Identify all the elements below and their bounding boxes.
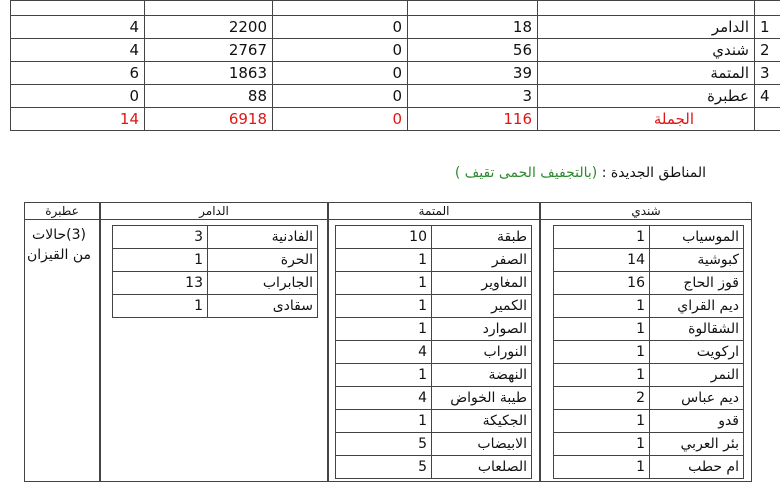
panel-title: شندي (541, 203, 751, 220)
list-item: 1 النهضة (336, 364, 532, 387)
cell-idx: 3 (755, 62, 780, 85)
list-item: 1 الصوارد (336, 318, 532, 341)
list-item: 1 ام حطب (554, 456, 744, 479)
cell-idx: 4 (755, 85, 780, 108)
list-item: 1 الصفر (336, 249, 532, 272)
total-c: 6918 (145, 108, 273, 131)
new-areas-label: المناطق الجديدة : (602, 165, 706, 181)
list-item: 1 سقادى (113, 295, 318, 318)
list-item: 5 الابيضاب (336, 433, 532, 456)
cell-b: 0 (273, 62, 408, 85)
list-item: 1 الحرة (113, 249, 318, 272)
list-item: 1 النمر (554, 364, 744, 387)
cell-c: 2767 (145, 39, 273, 62)
shendi-table (553, 225, 744, 479)
cell-idx: 1 (755, 16, 780, 39)
list-item: 1 الشقالوة (554, 318, 744, 341)
list-item: 16 قوز الحاج (554, 272, 744, 295)
summary-table (10, 0, 780, 131)
list-item: 2 ديم عباس (554, 387, 744, 410)
list-item: 4 النوراب (336, 341, 532, 364)
cell-name: عطبرة (538, 85, 755, 108)
cell-b: 0 (273, 85, 408, 108)
cell-c: 88 (145, 85, 273, 108)
total-d: 14 (11, 108, 145, 131)
atbara-cases-text: (3)حالات من القيزان (24, 225, 94, 265)
cell-name: شندي (538, 39, 755, 62)
panel-title: المتمة (329, 203, 539, 220)
panel-title: الدامر (101, 203, 327, 220)
total-label: الجملة (538, 108, 755, 131)
new-areas-heading (455, 165, 706, 181)
cell-a: 56 (408, 39, 538, 62)
list-item: 4 طيبة الخواض (336, 387, 532, 410)
cell-a: 18 (408, 16, 538, 39)
list-item: 1 المغاوير (336, 272, 532, 295)
table-row (11, 62, 780, 85)
list-item: 1 قدو (554, 410, 744, 433)
cell-c: 1863 (145, 62, 273, 85)
list-item: 1 بئر العربي (554, 433, 744, 456)
list-item: 1 الجكيكة (336, 410, 532, 433)
table-row (11, 16, 780, 39)
table-row (11, 85, 780, 108)
matama-table (335, 225, 532, 479)
list-item: 14 كبوشية (554, 249, 744, 272)
total-row (11, 108, 780, 131)
cell-b: 0 (273, 39, 408, 62)
cell-c: 2200 (145, 16, 273, 39)
summary-header-row (11, 1, 780, 16)
cell-idx: 2 (755, 39, 780, 62)
list-item: 1 الكمير (336, 295, 532, 318)
list-item: 5 الصلعاب (336, 456, 532, 479)
cell-name: المتمة (538, 62, 755, 85)
table-row (11, 39, 780, 62)
total-b: 0 (273, 108, 408, 131)
cell-a: 39 (408, 62, 538, 85)
list-item: 3 الفادنية (113, 226, 318, 249)
cell-d: 0 (11, 85, 145, 108)
total-a: 116 (408, 108, 538, 131)
list-item: 10 طبقة (336, 226, 532, 249)
damer-table (112, 225, 318, 318)
cell-d: 6 (11, 62, 145, 85)
list-item: 1 اركويت (554, 341, 744, 364)
cell-d: 4 (11, 39, 145, 62)
cell-d: 4 (11, 16, 145, 39)
list-item: 1 الموسياب (554, 226, 744, 249)
new-areas-note: (بالتجفيف الحمى تقيف ) (455, 165, 597, 181)
cell-a: 3 (408, 85, 538, 108)
list-item: 1 ديم القراي (554, 295, 744, 318)
panel-title: عطبرة (25, 203, 99, 220)
list-item: 13 الجابراب (113, 272, 318, 295)
cell-name: الدامر (538, 16, 755, 39)
cell-b: 0 (273, 16, 408, 39)
